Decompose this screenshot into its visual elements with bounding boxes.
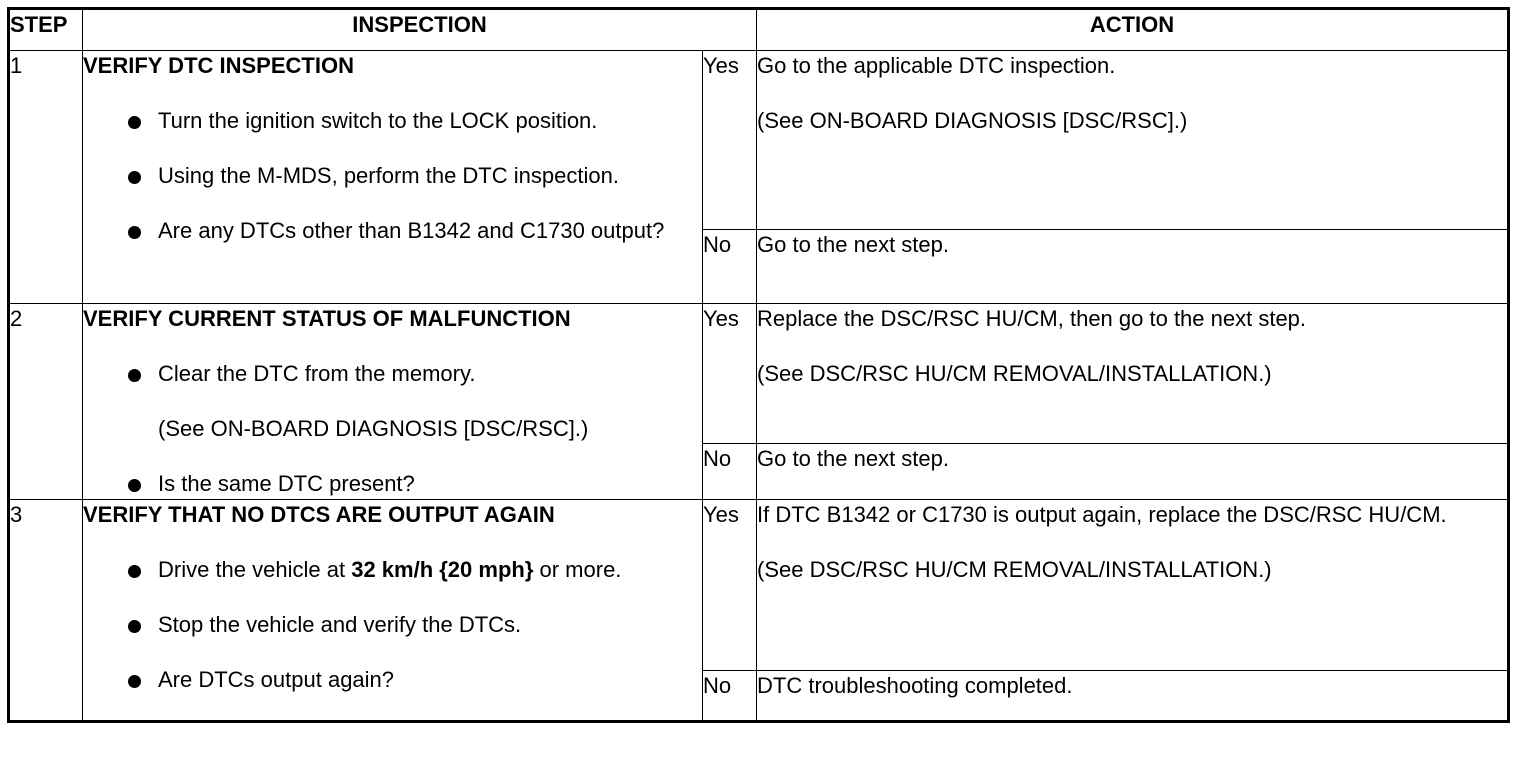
action-reference: (See ON-BOARD DIAGNOSIS [DSC/RSC].) [757,108,1188,133]
bullet-item [83,610,702,640]
action-text: Go to the applicable DTC inspection. [757,53,1116,78]
yes-label: Yes [703,51,757,230]
bullet-dot-icon [128,369,141,382]
bullet-dot-icon [128,675,141,688]
bullet-item [83,161,702,191]
step-2-yes-row [9,304,1509,444]
step-number: 2 [9,304,83,500]
step-1-yes-row [9,51,1509,230]
step-2-inspection [83,304,703,500]
bullet-item [83,665,702,695]
bullet-text: Are DTCs output again? [158,667,395,692]
bullet-text: Are any DTCs other than B1342 and C1730 output? [158,218,665,243]
no-action: Go to the next step. [757,230,1509,304]
step-3-inspection [83,500,703,722]
bullet-text-post: or more. [533,557,622,582]
action-text: If DTC B1342 or C1730 is output again, replace the DSC/RSC HU/CM. [757,502,1447,527]
bullet-dot-icon [128,171,141,184]
bullet-item [83,469,702,499]
inspection-reference: (See ON-BOARD DIAGNOSIS [DSC/RSC].) [158,416,589,441]
yes-action [757,51,1509,230]
step-title: VERIFY DTC INSPECTION [83,53,354,78]
bullet-text: Is the same DTC present? [158,471,415,496]
step-title: VERIFY THAT NO DTCS ARE OUTPUT AGAIN [83,502,555,527]
yes-label: Yes [703,304,757,444]
step-3-yes-row [9,500,1509,671]
no-action: DTC troubleshooting completed. [757,671,1509,722]
bullet-dot-icon [128,226,141,239]
bullet-dot-icon [128,565,141,578]
speed-value: 32 km/h {20 mph} [351,557,534,582]
header-action: ACTION [757,9,1509,51]
no-label: No [703,230,757,304]
step-number: 3 [9,500,83,722]
bullet-dot-icon [128,479,141,492]
bullet-text: Clear the DTC from the memory. [158,361,476,386]
bullet-text: Stop the vehicle and verify the DTCs. [158,612,522,637]
yes-label: Yes [703,500,757,671]
step-title: VERIFY CURRENT STATUS OF MALFUNCTION [83,306,571,331]
header-step: STEP [9,9,83,51]
no-label: No [703,444,757,500]
bullet-item [83,359,702,389]
bullet-dot-icon [128,116,141,129]
bullet-item [83,106,702,136]
yes-action [757,304,1509,444]
bullet-text-pre: Drive the vehicle at [158,557,352,582]
bullet-item [83,555,702,585]
yes-action [757,500,1509,671]
inspection-bullets [83,106,702,246]
header-inspection: INSPECTION [83,9,757,51]
bullet-dot-icon [128,620,141,633]
action-reference: (See DSC/RSC HU/CM REMOVAL/INSTALLATION.) [757,557,1272,582]
bullet-text: Turn the ignition switch to the LOCK position. [158,108,598,133]
action-text: Replace the DSC/RSC HU/CM, then go to the next step. [757,306,1307,331]
bullet-item [83,216,702,246]
header-row [9,9,1509,51]
diagnostic-procedure-table [7,7,1510,723]
action-reference: (See DSC/RSC HU/CM REMOVAL/INSTALLATION.) [757,361,1272,386]
inspection-bullets [83,359,702,389]
step-number: 1 [9,51,83,304]
no-action: Go to the next step. [757,444,1509,500]
inspection-bullets [83,469,702,499]
inspection-bullets [83,555,702,695]
step-1-inspection [83,51,703,304]
bullet-text: Using the M-MDS, perform the DTC inspection. [158,163,619,188]
no-label: No [703,671,757,722]
